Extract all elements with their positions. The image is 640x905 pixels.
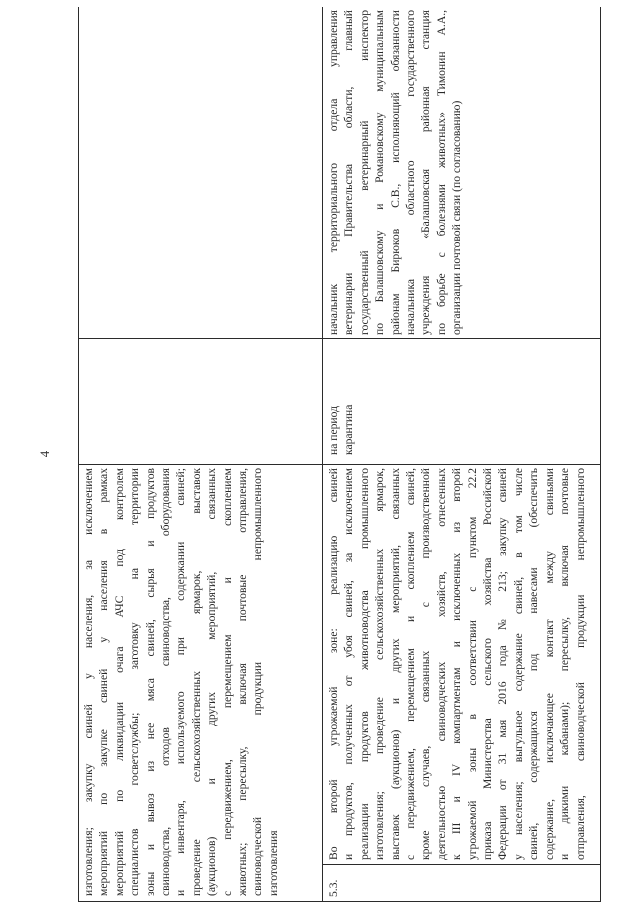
text-line: кроме случаев, связанных с производственной	[419, 468, 433, 860]
table-row-divider	[322, 7, 323, 902]
table-column-divider	[78, 901, 601, 902]
text-line: специалистов госветслужбы; заготовку на территории	[128, 468, 142, 896]
text-line: изготовления	[266, 830, 280, 896]
text-line: по борьбе с болезнями животных» Тимонин А.А.,	[434, 10, 448, 335]
row-number: 5.3.	[327, 879, 340, 897]
text-line: начальник территориального отдела управления	[327, 10, 340, 335]
text-line: зоны и вывоз из нее мяса свиней, сырья и продуктов	[143, 468, 157, 896]
text-line: мероприятий по закупке свиней у населения в рамках	[97, 468, 111, 896]
text-line: и инвентаря, используемого при содержании свиней;	[174, 468, 188, 896]
text-line: реализации продуктов животноводства промышленного	[357, 468, 371, 860]
text-line: мероприятий по ликвидации очага АЧС под контролем	[112, 468, 126, 896]
text-line: проведение сельскохозяйственных ярмарок, выставок	[189, 468, 203, 896]
table-column-divider	[78, 338, 601, 339]
table-border-top	[78, 7, 79, 902]
text-line: Во второй угрожаемой зоне: реализацию свиней	[327, 468, 340, 860]
text-line: ветеринарии Правительства области, главный	[342, 10, 356, 335]
text-line: свиноводческой продукции непромышленного	[251, 468, 265, 896]
text-line: Федерации от 31 мая 2016 года № 213; закупку свиней	[496, 468, 510, 860]
text-line: у населения; выгульное содержание свиней, в том числе	[511, 468, 525, 860]
text-line: выставок (аукционов) и других мероприятий, связанных	[388, 468, 402, 860]
text-line: изготовления; закупку свиней у населения, за исключением	[82, 468, 95, 896]
table-border-bottom	[600, 7, 601, 902]
text-line: организации почтовой связи (по согласованию)	[450, 100, 464, 335]
text-line: районам Бирюков С.В., исполняющий обязанности	[388, 10, 402, 335]
text-line: и продуктов, полученных от убоя свиней, за исключением	[342, 468, 356, 860]
table-column-divider	[78, 464, 601, 465]
period-cell	[326, 343, 366, 455]
period-line: карантина	[342, 404, 356, 455]
measure-cell	[326, 468, 598, 860]
text-line: и дикими кабанами); пересылку, включая почтовые	[558, 468, 572, 860]
text-line: государственный ветеринарный инспектор	[357, 10, 371, 335]
text-line: содержание, исключающее контакт между свиньями	[542, 468, 556, 860]
responsible-cell	[326, 10, 476, 335]
text-line: животных; пересылку, включая почтовые отправления,	[236, 468, 250, 896]
text-line: угрожаемой зоны в соответствии с пунктом 22.2	[465, 468, 479, 860]
text-line: деятельностью свиноводческих хозяйств, отнесенных	[434, 468, 448, 860]
text-line: учреждения «Балашовская районная станция	[419, 10, 433, 335]
text-line: по Балашовскому и Романовскому муниципальным	[373, 10, 387, 335]
number-column-divider	[323, 864, 600, 865]
row-number-cell	[326, 863, 346, 897]
text-line: к III и IV компартментам и исключенных из второй	[450, 468, 464, 860]
period-line: на период	[327, 406, 340, 455]
text-line: приказа Министерства сельского хозяйства Российской	[481, 468, 495, 860]
text-line: свиней, содержащихся под навесами (обеспечить	[527, 468, 541, 860]
text-line: свиноводства, отходов свиноводства, оборудования	[159, 468, 173, 896]
text-line: (аукционов) и других мероприятий, связанных	[205, 468, 219, 896]
text-line: с передвижением, перемещением и скоплением	[220, 468, 234, 896]
text-line: отправления, свиноводческой продукции непромышленного	[573, 468, 587, 860]
continued-measure-cell	[81, 468, 319, 896]
text-line: с передвижением, перемещением и скоплением свиней,	[404, 468, 418, 860]
text-line: изготовления; проведение сельскохозяйственных ярмарок,	[373, 468, 387, 860]
page-number: 4	[37, 450, 52, 458]
text-line: начальника областного государственного	[404, 10, 418, 335]
